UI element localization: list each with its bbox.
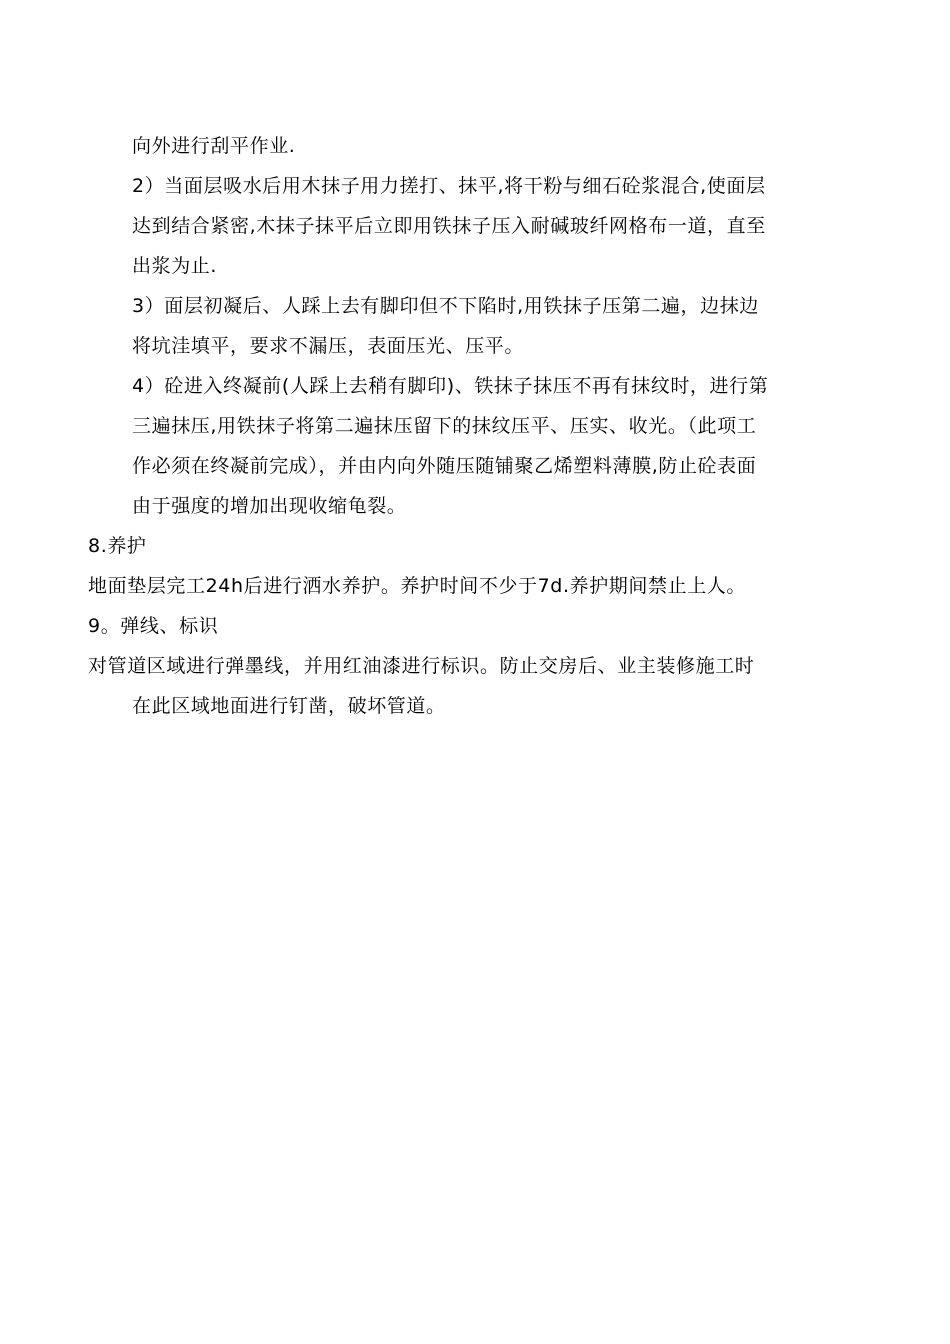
heading-text: 9。弹线、标识 — [88, 615, 219, 637]
text-line: 出浆为止. — [132, 255, 218, 277]
text-line: 4）砼进入终凝前(人踩上去稍有脚印)、铁抹子抹压不再有抹纹时，进行第 — [132, 375, 769, 397]
text-line: 2）当面层吸水后用木抹子用力搓打、抹平,将干粉与细石砼浆混合,使面层 — [132, 175, 766, 197]
text-line: 达到结合紧密,木抹子抹平后立即用铁抹子压入耐碱玻纤网格布一道，直至 — [132, 215, 766, 237]
text-line: 在此区域地面进行钉凿，破坏管道。 — [132, 695, 446, 717]
heading-text: 8.养护 — [88, 535, 147, 557]
paragraph-continuation — [88, 126, 868, 166]
paragraph-step-3 — [88, 286, 868, 366]
text-line: 作必须在终凝前完成），并由内向外随压随铺聚乙烯塑料薄膜,防止砼表面 — [132, 455, 757, 477]
paragraph-marking — [88, 646, 868, 726]
text-line: 3）面层初凝后、人踩上去有脚印但不下陷时,用铁抹子压第二遍，边抹边 — [132, 295, 759, 317]
text-line: 对管道区域进行弹墨线，并用红油漆进行标识。防止交房后、业主装修施工时 — [88, 655, 755, 677]
section-heading-curing — [88, 526, 868, 566]
section-heading-marking — [88, 606, 868, 646]
text-line: 向外进行刮平作业. — [132, 135, 296, 157]
text-line: 三遍抹压,用铁抹子将第二遍抹压留下的抹纹压平、压实、收光。（此项工 — [132, 415, 757, 437]
text-line: 将坑洼填平，要求不漏压，表面压光、压平。 — [132, 335, 525, 357]
text-line: 地面垫层完工24h后进行洒水养护。养护时间不少于7d.养护期间禁止上人。 — [88, 575, 747, 597]
paragraph-step-4 — [88, 366, 868, 526]
document-body — [88, 126, 868, 726]
paragraph-curing — [88, 566, 868, 606]
text-line: 由于强度的增加出现收缩龟裂。 — [132, 495, 407, 517]
paragraph-step-2 — [88, 166, 868, 286]
